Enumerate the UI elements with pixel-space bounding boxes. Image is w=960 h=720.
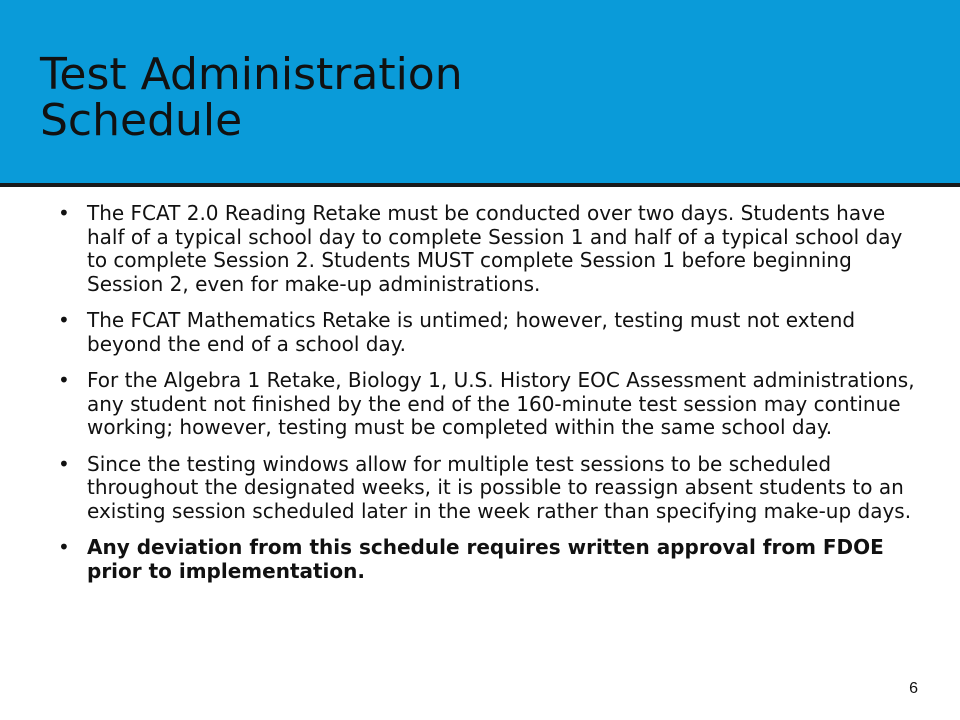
bullet-text-bold: Any deviation from this schedule requires written approval from FDOE prior to implementation. [87,535,884,583]
bullet-item-emphasis [58,536,918,583]
bullet-item [58,453,918,524]
slide-number: 6 [909,680,918,697]
bullet-item [58,202,918,296]
slide-title [40,49,920,146]
bullet-text: The FCAT Mathematics Retake is untimed; however, testing must not extend beyond the end of a school day. [87,308,856,356]
bullet-item [58,309,918,356]
bullet-item [58,369,918,440]
bullet-text: The FCAT 2.0 Reading Retake must be conducted over two days. Students have half of a typical school day to complete Session 1 and half of a typical school day to complete Session 2. Students MUST complete Session 1 before beginning Session 2, even for make-up administrations. [87,201,903,296]
bullet-list [58,202,918,596]
bullet-dot-icon: • [58,451,70,476]
bullet-dot-icon: • [58,368,70,392]
bullet-text: For the Algebra 1 Retake, Biology 1, U.S. History EOC Assessment administrations, any student not finished by the end of the 160-minute test session may continue working; however, testing must be completed within the same school day. [87,368,915,439]
bullet-text: Since the testing windows allow for multiple test sessions to be scheduled throughout the designated weeks, it is possible to reassign absent students to an existing session scheduled later in the week rather than specifying make-up days. [87,451,912,523]
bullet-dot-icon: • [58,201,70,225]
slide-title-line-2: Schedule [40,95,243,146]
header-divider [0,183,960,187]
bullet-dot-icon: • [58,308,70,332]
slide-title-line-1: Test Administration [40,49,463,100]
bullet-dot-icon: • [58,535,70,559]
